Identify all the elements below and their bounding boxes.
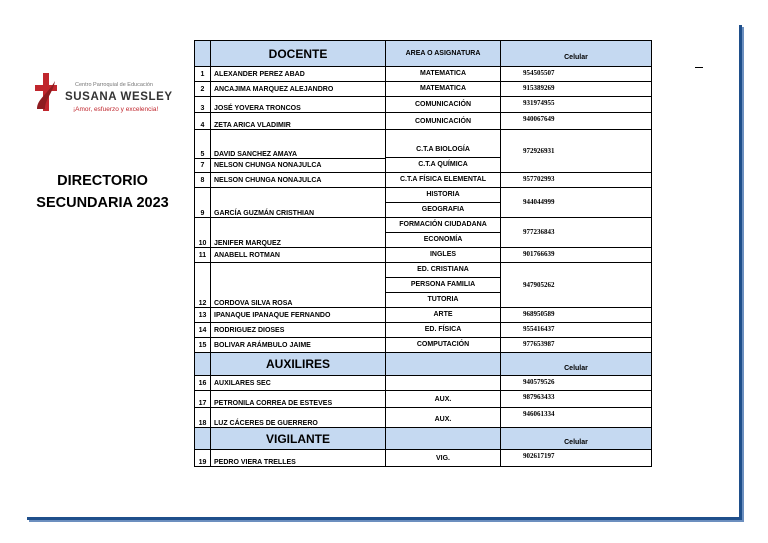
cross-flame-icon	[35, 71, 57, 111]
row-name: RODRIGUEZ DIOSES	[211, 323, 386, 338]
auxiliares-header-title: AUXILIRES	[211, 353, 386, 376]
row-number: 12	[195, 263, 211, 308]
vigilante-header-row	[195, 428, 652, 450]
row-area	[386, 338, 501, 353]
row-phone: 955416437	[501, 323, 652, 338]
area-line	[386, 376, 500, 390]
row-phone: 940067649	[501, 113, 652, 130]
area-line: C.T.A QUÍMICA	[418, 161, 468, 168]
row-number: 8	[195, 173, 211, 188]
row-name: PEDRO VIERA TRELLES	[211, 450, 386, 467]
row-number: 17	[195, 391, 211, 408]
table-row	[195, 323, 652, 338]
area-line: AUX.	[434, 416, 452, 423]
auxiliares-header-phone: Celular	[501, 353, 652, 376]
row-name: AUXILARES SEC	[211, 376, 386, 391]
vigilante-header-area	[386, 428, 501, 450]
table-row	[195, 450, 652, 467]
row-name: JOSÉ YOVERA TRONCOS	[211, 97, 386, 113]
table-row	[195, 263, 652, 308]
row-name: ANABELL ROTMAN	[211, 248, 386, 263]
row-phone: 977236843	[501, 218, 652, 248]
row-name: IPANAQUE IPANAQUE FERNANDO	[211, 308, 386, 323]
area-line: INGLES	[429, 251, 457, 258]
area-line: HISTORIA	[386, 188, 500, 203]
row-area	[386, 218, 501, 248]
vigilante-header-blank	[195, 428, 211, 450]
table-row	[195, 97, 652, 113]
docente-header-phone: Celular	[501, 41, 652, 67]
table-row	[195, 218, 652, 248]
row-number: 13	[195, 308, 211, 323]
area-line: MATEMATICA	[419, 85, 466, 92]
area-line: C.T.A FÍSICA ELEMENTAL	[399, 176, 487, 183]
vigilante-header-phone: Celular	[501, 428, 652, 450]
auxiliares-header-blank	[195, 353, 211, 376]
auxiliares-header-area	[386, 353, 501, 376]
table-row	[195, 338, 652, 353]
title-line-1: DIRECTORIO	[57, 173, 148, 189]
row-number: 9	[195, 188, 211, 218]
row-name: GARCÍA GUZMÁN CRISTHIAN	[211, 188, 386, 218]
area-line: COMUNICACIÓN	[415, 101, 471, 108]
area-line: TUTORIA	[427, 296, 459, 303]
row-name: NELSON CHUNGA NONAJULCA	[211, 173, 386, 188]
row-phone: 954505507	[501, 67, 652, 82]
table-row	[195, 113, 652, 130]
table-row	[195, 408, 652, 428]
row-area	[386, 188, 501, 218]
row-area	[386, 263, 501, 308]
row-area	[386, 67, 501, 82]
row-number: 2	[195, 82, 211, 97]
row-area	[386, 323, 501, 338]
row-number: 7	[195, 159, 211, 173]
border-tick	[695, 67, 703, 68]
table-row	[195, 82, 652, 97]
docente-header-area: AREA O ASIGNATURA	[386, 41, 501, 67]
row-number: 16	[195, 376, 211, 391]
row-name: PETRONILA CORREA DE ESTEVES	[211, 391, 386, 408]
row-number: 11	[195, 248, 211, 263]
school-subtitle: Centro Parroquial de Educación	[75, 82, 153, 88]
row-number: 18	[195, 408, 211, 428]
row-number: 19	[195, 450, 211, 467]
row-area	[386, 97, 501, 113]
row-phone: 972926931	[501, 130, 652, 173]
table-row	[195, 391, 652, 408]
table-row	[195, 67, 652, 82]
table-row	[195, 248, 652, 263]
row-name: ALEXANDER PEREZ ABAD	[211, 67, 386, 82]
row-phone: 901766639	[501, 248, 652, 263]
row-area	[386, 130, 501, 173]
row-number: 10	[195, 218, 211, 248]
school-name: SUSANA WESLEY	[65, 91, 173, 103]
docente-header-title: DOCENTE	[211, 41, 386, 67]
area-line: COMPUTACIÓN	[416, 341, 470, 348]
row-name: CORDOVA SILVA ROSA	[211, 263, 386, 308]
table-row	[195, 376, 652, 391]
row-phone: 940579526	[501, 376, 652, 391]
row-phone: 977653987	[501, 338, 652, 353]
row-phone: 944044999	[501, 188, 652, 218]
row-number: 3	[195, 97, 211, 113]
row-number: 5	[195, 130, 211, 159]
row-name: DAVID SANCHEZ AMAYA	[211, 130, 386, 159]
row-phone: 968950589	[501, 308, 652, 323]
vigilante-header-title: VIGILANTE	[211, 428, 386, 450]
area-line: COMUNICACIÓN	[415, 118, 471, 125]
area-line: GEOGRAFIA	[421, 206, 465, 213]
page-title	[30, 170, 175, 214]
row-number: 14	[195, 323, 211, 338]
area-line: FORMACIÓN CIUDADANA	[386, 218, 500, 233]
row-name: JENIFER MARQUEZ	[211, 218, 386, 248]
row-area	[386, 113, 501, 130]
auxiliares-header-row	[195, 353, 652, 376]
row-phone: 947905262	[501, 263, 652, 308]
row-area	[386, 391, 501, 408]
area-line: ECONOMÍA	[423, 236, 463, 243]
row-phone: 946061334	[501, 408, 652, 428]
row-phone: 915389269	[501, 82, 652, 97]
row-name: ZETA ARICA VLADIMIR	[211, 113, 386, 130]
row-name: BOLIVAR ARÁMBULO JAIME	[211, 338, 386, 353]
row-name: NELSON CHUNGA NONAJULCA	[211, 159, 386, 173]
area-line: ED. CRISTIANA	[386, 263, 500, 278]
row-phone: 957702993	[501, 173, 652, 188]
table-row	[195, 130, 652, 159]
title-line-2: SECUNDARIA 2023	[36, 195, 169, 211]
row-phone: 931974955	[501, 97, 652, 113]
area-line: C.T.A BIOLOGÍA	[386, 143, 500, 158]
row-area	[386, 248, 501, 263]
row-area	[386, 173, 501, 188]
table-row	[195, 308, 652, 323]
row-phone: 987963433	[501, 391, 652, 408]
area-line: VIG.	[435, 455, 450, 462]
area-line: AUX.	[434, 396, 452, 403]
school-logo	[35, 71, 173, 121]
row-area	[386, 408, 501, 428]
docente-header-row	[195, 41, 652, 67]
row-area	[386, 450, 501, 467]
area-line: MATEMATICA	[419, 70, 466, 77]
row-name: LUZ CÁCERES DE GUERRERO	[211, 408, 386, 428]
row-number: 4	[195, 113, 211, 130]
directory-table	[194, 40, 652, 467]
docente-header-blank	[195, 41, 211, 67]
school-motto: ¡Amor, esfuerzo y excelencia!	[73, 106, 159, 113]
row-number: 1	[195, 67, 211, 82]
row-name: ANCAJIMA MARQUEZ ALEJANDRO	[211, 82, 386, 97]
area-line: PERSONA FAMILIA	[386, 278, 500, 293]
area-line: ED. FÍSICA	[424, 326, 462, 333]
row-area	[386, 376, 501, 391]
table-row	[195, 188, 652, 218]
row-area	[386, 308, 501, 323]
area-line: ARTE	[433, 311, 453, 318]
row-area	[386, 82, 501, 97]
table-row	[195, 173, 652, 188]
row-number: 15	[195, 338, 211, 353]
row-phone: 902617197	[501, 450, 652, 467]
